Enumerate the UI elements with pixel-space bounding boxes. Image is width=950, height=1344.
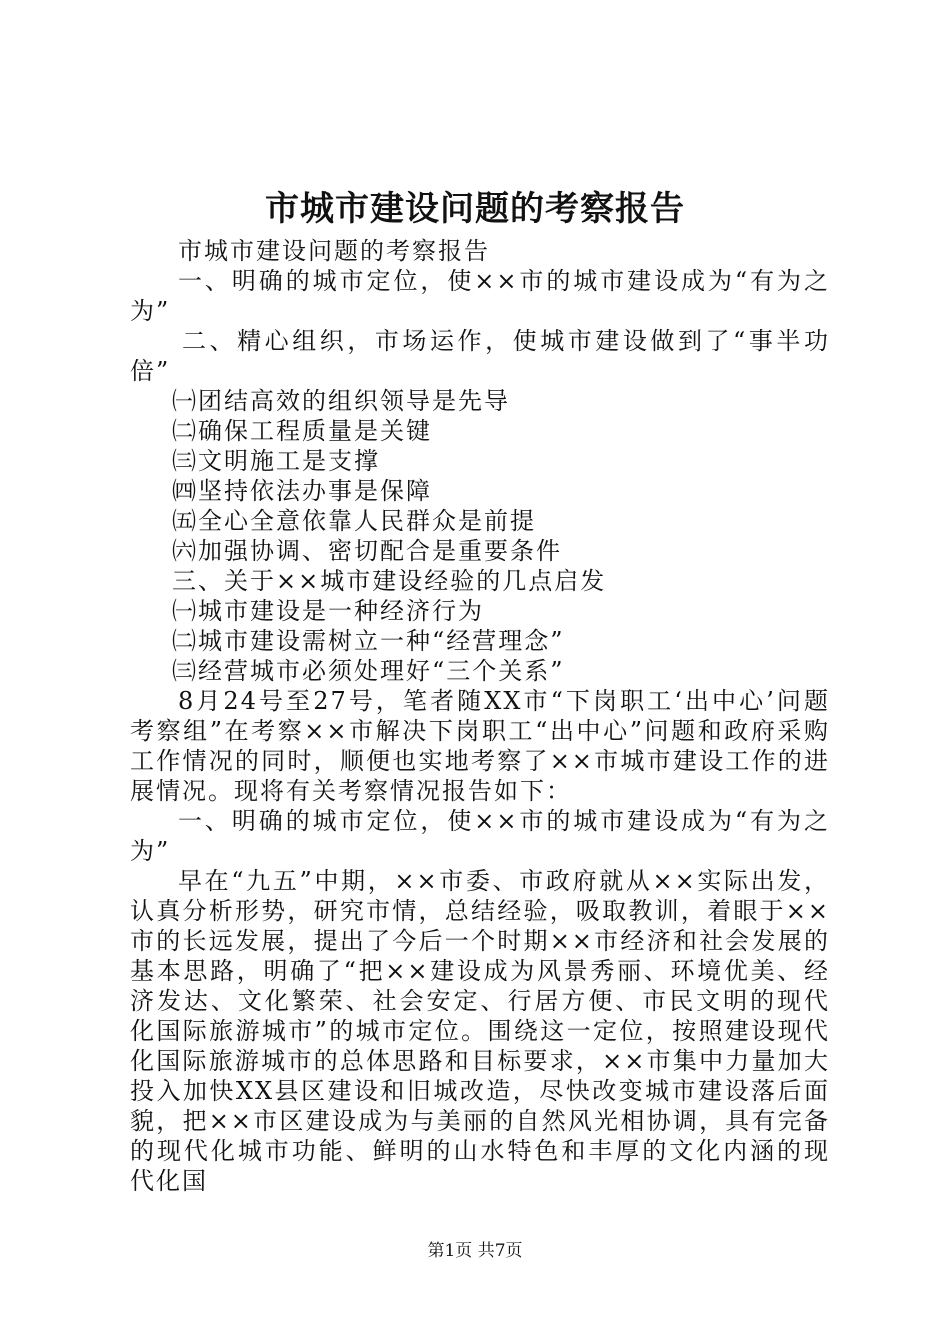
list-item: ㈡确保工程质量是关键 bbox=[172, 417, 432, 445]
list-item: ㈡城市建设需树立一种“经营理念” bbox=[172, 627, 565, 655]
paragraph: 三、关于××城市建设经验的几点启发 bbox=[172, 567, 607, 595]
page-footer: 第1页 共7页 bbox=[427, 1241, 523, 1261]
list-item: ㈢文明施工是支撑 bbox=[172, 447, 380, 475]
paragraph: 二、精心组织，市场运作，使城市建设做到了“事半功倍” bbox=[130, 327, 830, 385]
list-item: ㈠城市建设是一种经济行为 bbox=[172, 597, 484, 625]
list-item: ㈥加强协调、密切配合是重要条件 bbox=[172, 537, 562, 565]
paragraph: 一、明确的城市定位，使××市的城市建设成为“有为之为” bbox=[130, 267, 830, 325]
paragraph: 市城市建设问题的考察报告 bbox=[178, 237, 490, 265]
paragraph: 早在“九五”中期，××市委、市政府就从××实际出发，认真分析形势，研究市情，总结经验，吸取教训，着眼于××市的长远发展，提出了今后一个时期××市经济和社会发展的基本思路，明确了“把××建设成为风景秀丽、环境优美、经济发达、文化繁荣、社会安定、行居方便、市民文明的现代化国际旅游城市”的城市定位。围绕这一定位，按照建设现代化国际旅游城市的总体思路和目标要求，××市集中力量加大投入加快XX县区建设和旧城改造，尽快改变城市建设落后面貌，把××市区建设成为与美丽的自然风光相协调，具有完备的现代化城市功能、鲜明的山水特色和丰厚的文化内涵的现代化国 bbox=[130, 867, 830, 1195]
list-item: ㈣坚持依法办事是保障 bbox=[172, 477, 432, 505]
document-body bbox=[130, 236, 830, 1196]
list-item: ㈤全心全意依靠人民群众是前提 bbox=[172, 507, 536, 535]
paragraph: 一、明确的城市定位，使××市的城市建设成为“有为之为” bbox=[130, 807, 830, 865]
document-title: 市城市建设问题的考察报告 bbox=[265, 189, 685, 229]
list-item: ㈠团结高效的组织领导是先导 bbox=[172, 387, 510, 415]
list-item: ㈢经营城市必须处理好“三个关系” bbox=[172, 657, 565, 685]
paragraph: 8月24号至27号，笔者随XX市“下岗职工‘出中心’问题考察组”在考察××市解决下岗职工“出中心”问题和政府采购工作情况的同时，顺便也实地考察了××市城市建设工作的进展情况。现将有关考察情况报告如下： bbox=[130, 687, 830, 805]
